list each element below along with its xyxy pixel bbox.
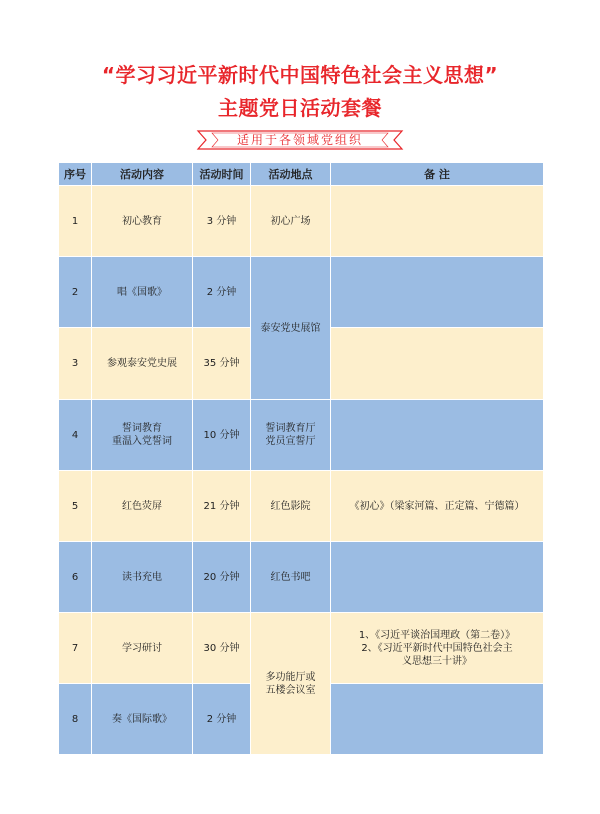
content-line: 奏《国际歌》 [112, 713, 172, 725]
cell-content [92, 613, 193, 684]
location-line: 五楼会议室 [265, 684, 316, 696]
cell-time: 21 分钟 [193, 471, 251, 542]
cell-time: 2 分钟 [193, 257, 251, 328]
cell-seq: 4 [59, 400, 92, 471]
content-line: 读书充电 [122, 571, 162, 583]
header-notes: 备 注 [331, 163, 544, 186]
page-title-line1: “学习习近平新时代中国特色社会主义思想” [101, 63, 499, 87]
content-line: 红色荧屏 [122, 500, 162, 512]
table-row [59, 542, 544, 613]
table-row [59, 400, 544, 471]
ribbon-text: 适用于各领域党组织 [236, 133, 363, 147]
note-line: 义思想三十讲》 [402, 655, 472, 667]
cell-location [251, 257, 331, 400]
cell-time: 20 分钟 [193, 542, 251, 613]
header-seq: 序号 [59, 163, 92, 186]
location-line: 红色影院 [270, 500, 311, 512]
cell-time: 3 分钟 [193, 186, 251, 257]
table-row [59, 186, 544, 257]
location-line: 党员宣誓厅 [265, 436, 316, 447]
cell-notes [331, 328, 544, 400]
cell-notes [331, 684, 544, 755]
activity-table [58, 162, 544, 755]
table-header-row [59, 163, 544, 186]
cell-content [92, 542, 193, 613]
cell-seq: 7 [59, 613, 92, 684]
cell-seq: 3 [59, 328, 92, 400]
header-content: 活动内容 [92, 163, 193, 186]
cell-time: 2 分钟 [193, 684, 251, 755]
cell-seq: 1 [59, 186, 92, 257]
cell-notes [331, 613, 544, 684]
note-line: 1、《习近平谈治国理政（第二卷）》 [358, 629, 516, 641]
cell-location [251, 542, 331, 613]
table-row [59, 471, 544, 542]
cell-notes [331, 257, 544, 328]
location-line: 多功能厅或 [265, 671, 316, 683]
location-line: 初心广场 [270, 215, 311, 227]
page-title-line2: 主题党日活动套餐 [218, 96, 382, 120]
cell-content [92, 186, 193, 257]
cell-time: 10 分钟 [193, 400, 251, 471]
content-line: 初心教育 [122, 215, 162, 227]
cell-notes [331, 400, 544, 471]
location-line: 泰安党史展馆 [260, 322, 321, 334]
cell-location [251, 613, 331, 755]
cell-seq: 6 [59, 542, 92, 613]
cell-time: 30 分钟 [193, 613, 251, 684]
cell-location [251, 186, 331, 257]
content-line: 参观泰安党史展 [107, 358, 177, 369]
content-line: 唱《国歌》 [117, 286, 167, 298]
cell-notes [331, 186, 544, 257]
location-line: 红色书吧 [270, 571, 311, 583]
cell-notes [331, 471, 544, 542]
ribbon-banner [196, 128, 404, 152]
cell-location [251, 471, 331, 542]
header-location: 活动地点 [251, 163, 331, 186]
cell-content [92, 471, 193, 542]
header-time: 活动时间 [193, 163, 251, 186]
table-row [59, 257, 544, 328]
cell-content [92, 257, 193, 328]
content-line: 学习研讨 [122, 642, 162, 654]
note-line: 《初心》（梁家河篇、正定篇、宁德篇） [349, 500, 525, 512]
cell-seq: 8 [59, 684, 92, 755]
cell-content [92, 400, 193, 471]
note-line: 2、《习近平新时代中国特色社会主 [361, 642, 513, 654]
cell-content [92, 328, 193, 400]
cell-time: 35 分钟 [193, 328, 251, 400]
cell-content [92, 684, 193, 755]
table-row [59, 613, 544, 684]
cell-location [251, 400, 331, 471]
cell-seq: 2 [59, 257, 92, 328]
cell-notes [331, 542, 544, 613]
cell-seq: 5 [59, 471, 92, 542]
location-line: 誓词教育厅 [265, 423, 316, 434]
content-line: 誓词教育 [122, 423, 162, 434]
content-line: 重温入党誓词 [112, 436, 172, 447]
